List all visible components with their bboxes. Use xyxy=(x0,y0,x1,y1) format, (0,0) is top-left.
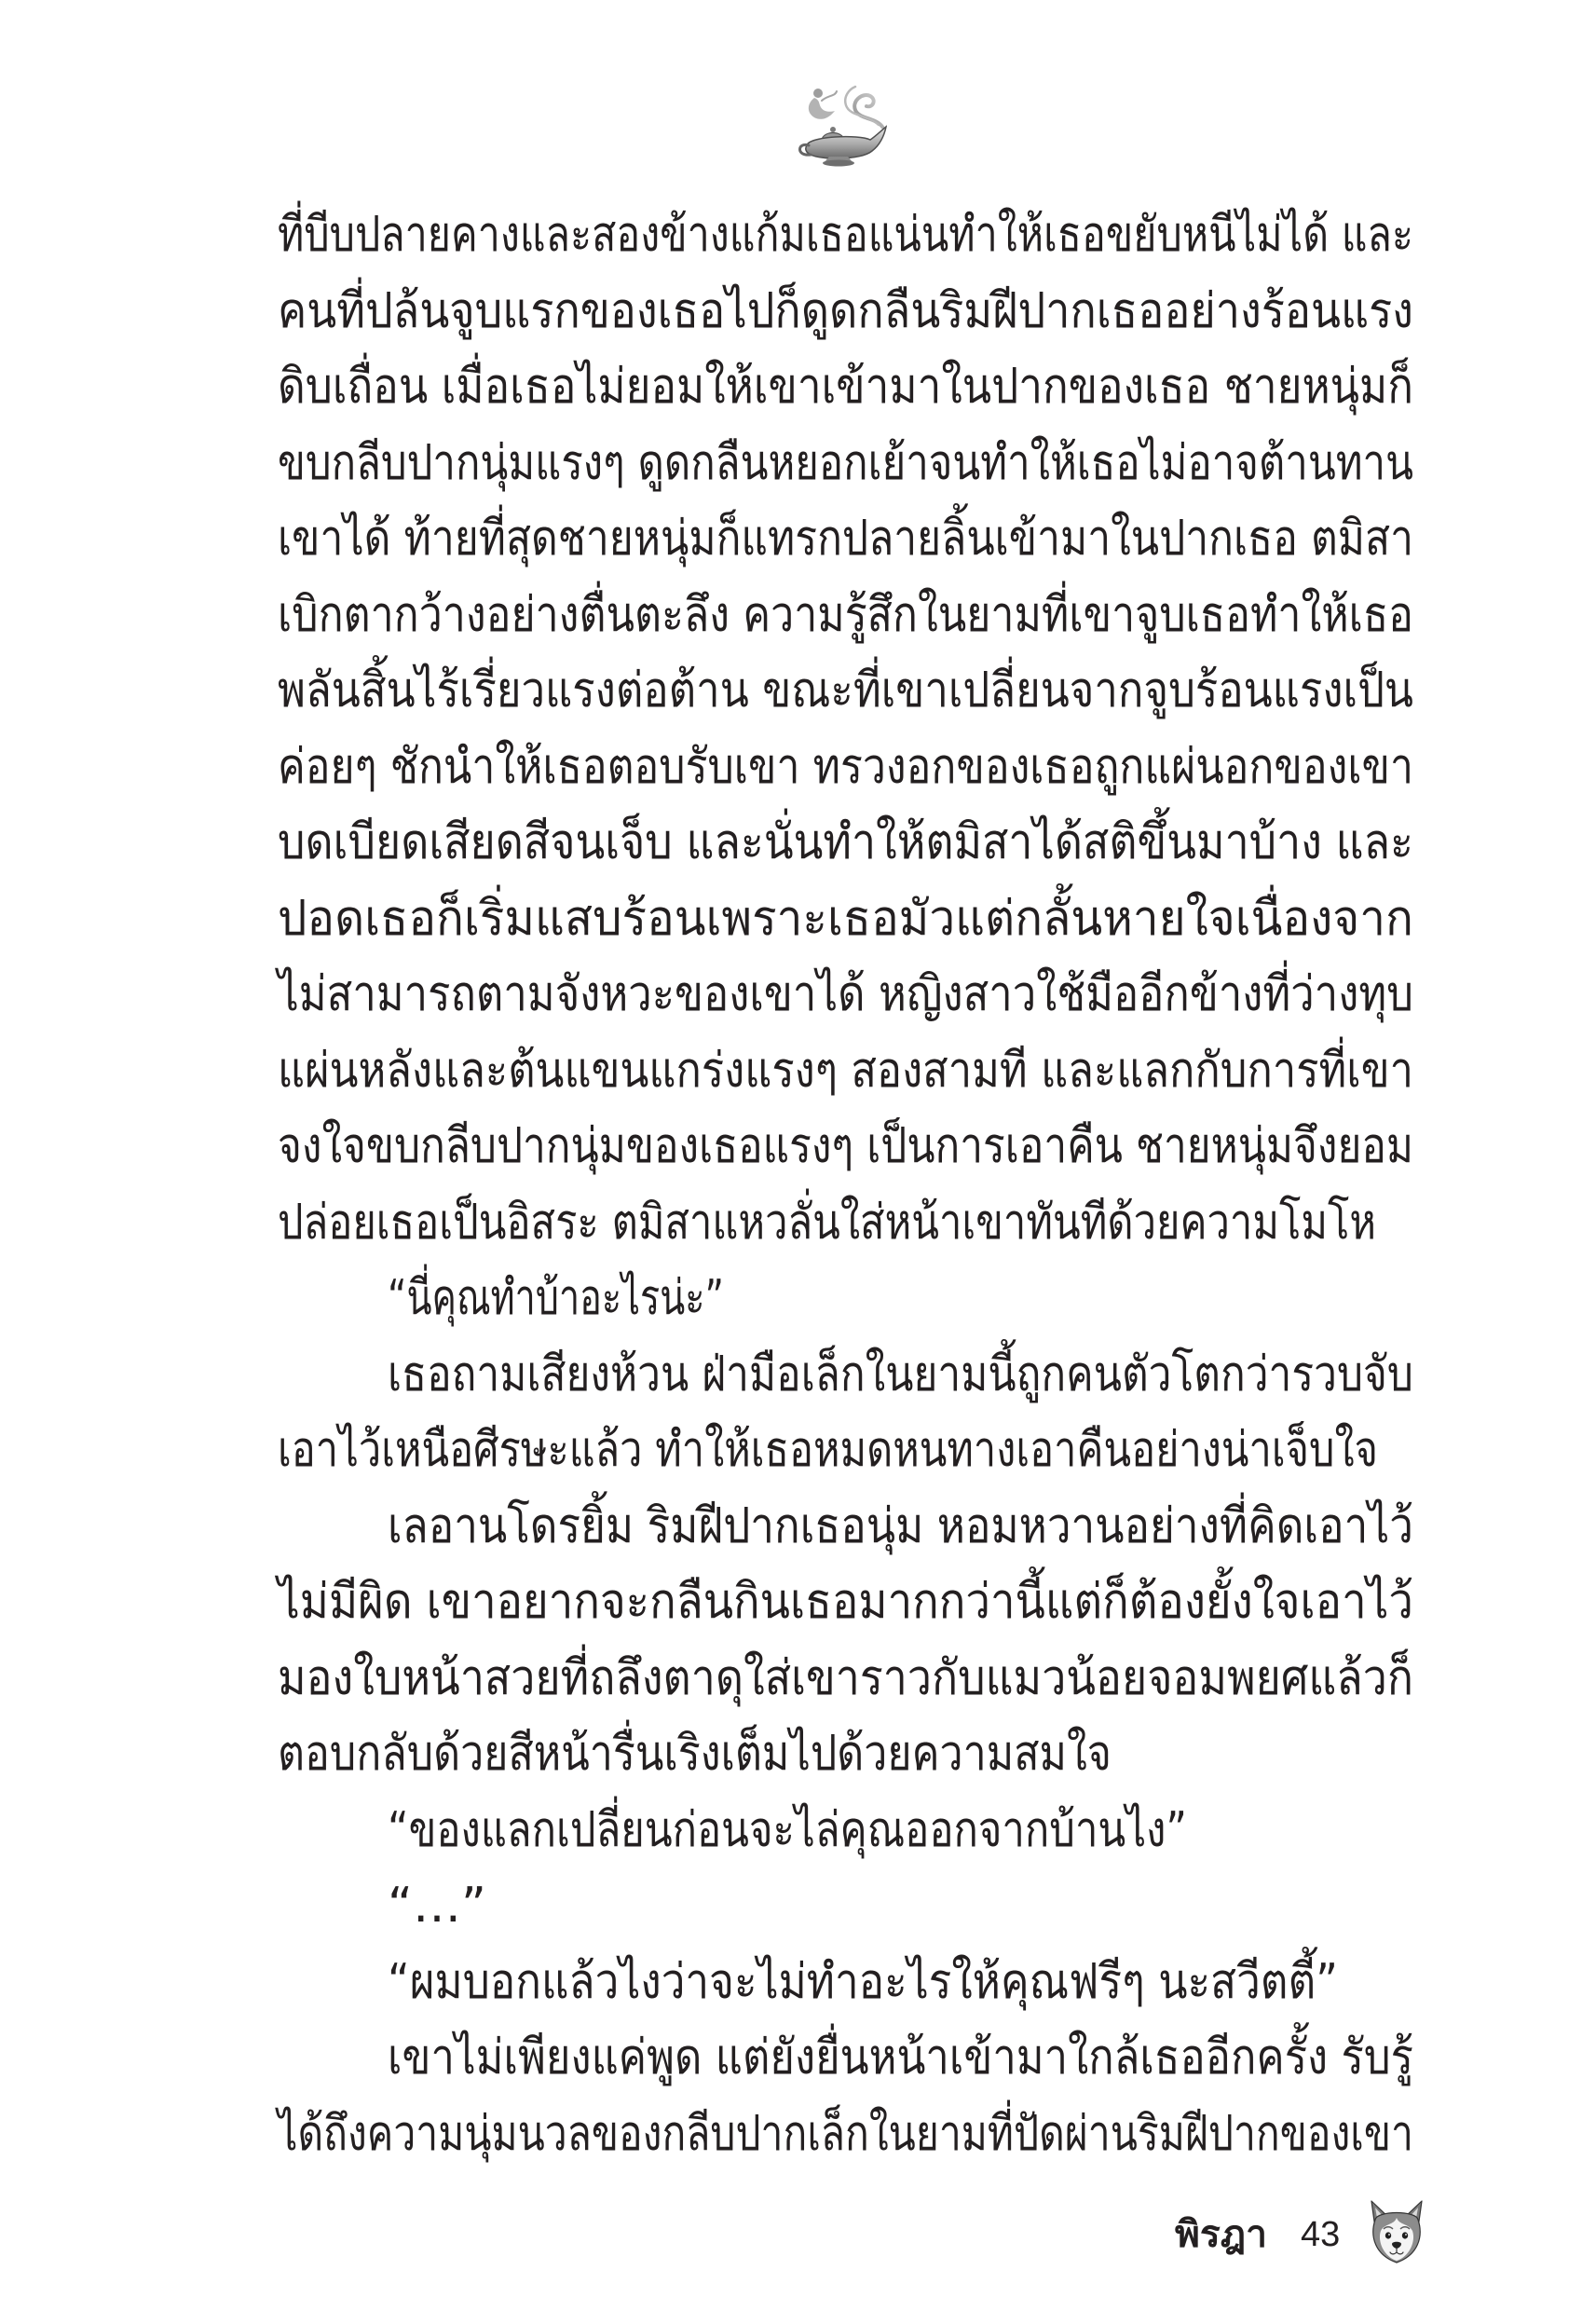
text-line: ตอบกลับด้วยสีหน้ารื่นเริงเต็มไปด้วยความสมใจ xyxy=(278,1726,1112,1782)
text-line: ที่บีบปลายคางและสองข้างแก้มเธอแน่นทำให้เธอขยับหนีไม่ได้ และ xyxy=(278,207,1413,263)
text-line: “นี่คุณทำบ้าอะไรน่ะ” xyxy=(388,1270,724,1326)
paragraph xyxy=(278,1868,1413,1945)
smoke-swirl xyxy=(845,87,882,127)
text-line: เขาได้ ท้ายที่สุดชายหนุ่มก็แทรกปลายลิ้นเข้ามาในปากเธอ ตมิสา xyxy=(278,511,1413,567)
husky-dog-icon xyxy=(1366,2199,1427,2264)
text-line: ไม่สามารถตามจังหวะของเขาได้ หญิงสาวใช้มืออีกข้างที่ว่างทุบ xyxy=(278,966,1413,1022)
text-line: ค่อยๆ ชักนำให้เธอตอบรับเขา ทรวงอกของเธอถูกแผ่นอกของเขา xyxy=(278,738,1413,795)
text-line: จงใจขบกลีบปากนุ่มของเธอแรงๆ เป็นการเอาคืน ชายหนุ่มจึงยอม xyxy=(278,1118,1413,1174)
genie-lamp-icon xyxy=(794,80,887,168)
text-line: “…” xyxy=(388,1878,486,1934)
text-line: ดิบเถื่อน เมื่อเธอไม่ยอมให้เขาเข้ามาในปากของเธอ ชายหนุ่มก็ xyxy=(278,359,1413,415)
text-line: ปล่อยเธอเป็นอิสระ ตมิสาแหวลั่นใส่หน้าเขาทันทีด้วยความโมโห xyxy=(278,1194,1376,1251)
text-line: เขาไม่เพียงแค่พูด แต่ยังยื่นหน้าเข้ามาใกล้เธออีกครั้ง รับรู้ xyxy=(388,2030,1413,2085)
genie-figure xyxy=(809,89,837,119)
text-line: ขบกลีบปากนุ่มแรงๆ ดูดกลืนหยอกเย้าจนทำให้เธอไม่อาจต้านทาน xyxy=(278,434,1413,491)
dog-head xyxy=(1373,2213,1420,2263)
text-line: “ผมบอกแล้วไงว่าจะไม่ทำอะไรให้คุณฟรีๆ นะสวีตตี้” xyxy=(388,1953,1338,2010)
dog-eyes xyxy=(1385,2232,1408,2238)
dog-ears xyxy=(1371,2201,1422,2228)
paragraph xyxy=(278,198,1413,1261)
paragraph xyxy=(278,1489,1413,1793)
paragraph xyxy=(278,1793,1413,1869)
text-line: พลันสิ้นไร้เรี่ยวแรงต่อต้าน ขณะที่เขาเปลี่ยนจากจูบร้อนแรงเป็น xyxy=(278,663,1413,718)
page-number: 43 xyxy=(1301,2215,1341,2254)
text-line: บดเบียดเสียดสีจนเจ็บ และนั่นทำให้ตมิสาได้สติขึ้นมาบ้าง และ xyxy=(278,814,1413,870)
dog-nose xyxy=(1390,2242,1403,2254)
lamp-body xyxy=(806,127,886,158)
text-line: เลอานโดรยิ้ม ริมฝีปากเธอนุ่ม หอมหวานอย่างที่คิดเอาไว้ xyxy=(388,1497,1413,1554)
text-line: มองใบหน้าสวยที่ถลึงตาดุใส่เขาราวกับแมวน้อยจอมพยศแล้วก็ xyxy=(278,1649,1413,1706)
author-name: พิรฎา xyxy=(1175,2213,1267,2256)
text-line: เธอถามเสียงห้วน ฝ่ามือเล็กในยามนี้ถูกคนตัวโตกว่ารวบจับ xyxy=(388,1346,1413,1402)
text-line: เอาไว้เหนือศีรษะแล้ว ทำให้เธอหมดหนทางเอาคืนอย่างน่าเจ็บใจ xyxy=(278,1422,1378,1478)
paragraph xyxy=(278,1261,1413,1337)
body-text xyxy=(278,198,1413,2172)
paragraph xyxy=(278,1945,1413,2021)
paragraph xyxy=(278,1337,1413,1489)
text-line: ได้ถึงความนุ่มนวลของกลีบปากเล็กในยามที่ปัดผ่านริมฝีปากของเขา xyxy=(278,2105,1413,2162)
text-line: เบิกตากว้างอย่างตื่นตะลึง ความรู้สึกในยามที่เขาจูบเธอทำให้เธอ xyxy=(278,586,1413,643)
text-line: “ของแลกเปลี่ยนก่อนจะไล่คุณออกจากบ้านไง” xyxy=(388,1801,1187,1858)
text-line: แผ่นหลังและต้นแขนแกร่งแรงๆ สองสามที และแลกกับการที่เขา xyxy=(278,1042,1413,1099)
text-line: คนที่ปล้นจูบแรกของเธอไปก็ดูดกลืนริมฝีปากเธออย่างร้อนแรง xyxy=(278,282,1413,339)
paragraph xyxy=(278,2020,1413,2172)
text-line: ปอดเธอก็เริ่มแสบร้อนเพราะเธอมัวแต่กลั้นหายใจเนื่องจาก xyxy=(278,890,1413,947)
text-line: ไม่มีผิด เขาอยากจะกลืนกินเธอมากกว่านี้แต่ก็ต้องยั้งใจเอาไว้ xyxy=(278,1574,1413,1630)
